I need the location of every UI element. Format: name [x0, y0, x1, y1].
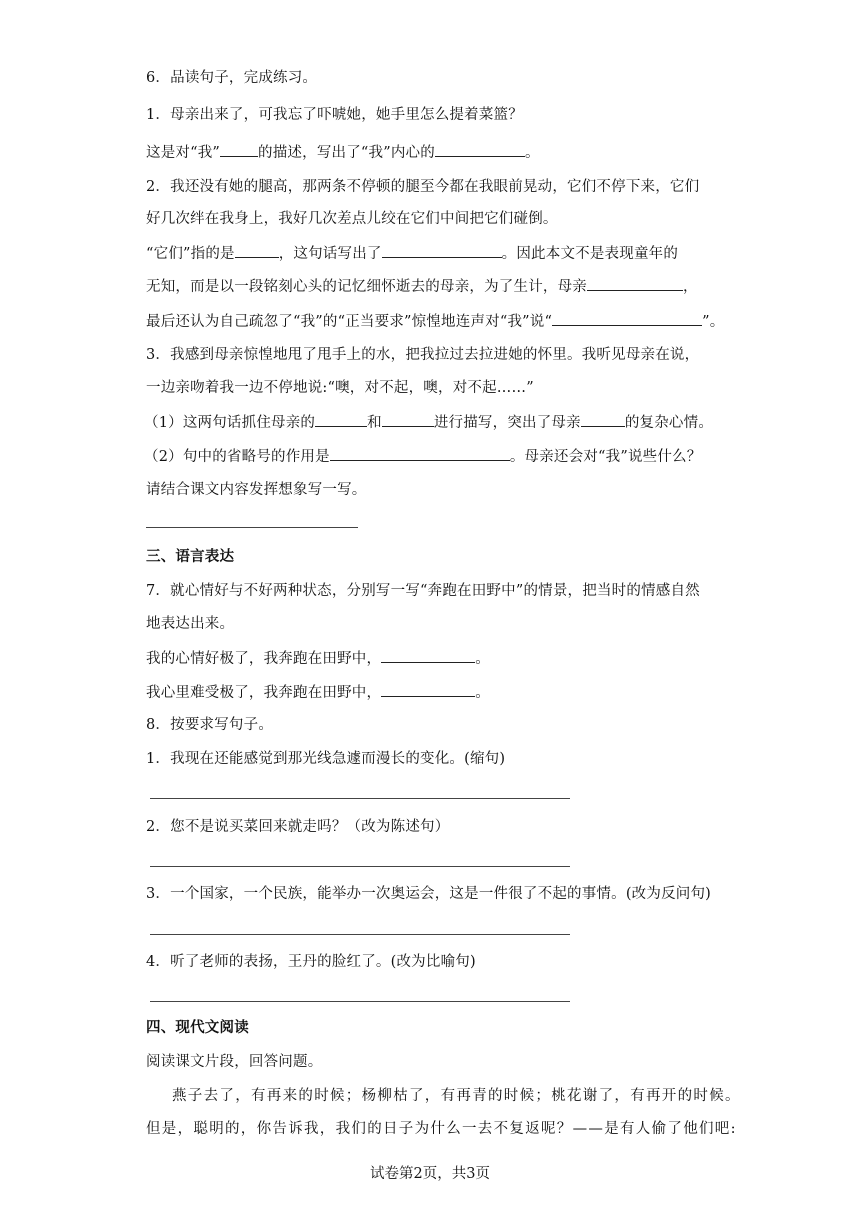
q6-sentence-3-line2: 一边亲吻着我一边不停地说:“噢，对不起，噢，对不起……”	[146, 380, 534, 396]
q6-3-1-text-d: 的复杂心情。	[624, 415, 714, 431]
answer-line[interactable]	[150, 866, 570, 867]
q8-item-3: 3．一个国家，一个民族，能举办一次奥运会，这是一件很了不起的事情。(改为反问句)	[146, 886, 712, 902]
question-7-line2: 地表达出来。	[146, 616, 235, 632]
section-4-heading: 四、现代文阅读	[146, 1020, 249, 1036]
answer-blank[interactable]	[581, 412, 625, 427]
q6-3-question-2	[144, 446, 701, 467]
q6-sentence-1: 1．母亲出来了，可我忘了吓唬她，她手里怎么提着菜篮？	[146, 107, 523, 123]
q6-2-text-b: ，这句话写出了	[278, 246, 382, 262]
q6-3-1-text-c: 进行描写，突出了母亲	[433, 415, 581, 431]
answer-blank[interactable]	[315, 412, 367, 427]
q7-bad-mood	[146, 682, 490, 703]
q6-sentence-2-line1: 2．我还没有她的腿高，那两条不停顿的腿至今都在我眼前晃动，它们不停下来，它们	[146, 179, 700, 195]
q6-1-text-a: 这是对“我”	[146, 145, 221, 161]
q6-sentence-3-line1: 3．我感到母亲惊惶地甩了甩手上的水，把我拉过去拉进她的怀里。我听见母亲在说，	[146, 347, 700, 363]
answer-blank[interactable]	[382, 412, 434, 427]
reading-passage-line1: 燕子去了，有再来的时候；杨柳枯了，有再青的时候；桃花谢了，有再开的时候。	[172, 1088, 741, 1104]
answer-blank[interactable]	[552, 311, 702, 326]
q6-2-text-f: 最后还认为自己疏忽了“我”的“正当要求”惊惶地连声对“我”说“	[146, 314, 553, 330]
answer-blank[interactable]	[220, 142, 258, 157]
reading-passage-line2: 但是，聪明的，你告诉我，我们的日子为什么一去不复返呢？——是有人偷了他们吧:	[146, 1121, 737, 1137]
answer-blank[interactable]	[235, 243, 279, 258]
q7-good-end: 。	[475, 651, 490, 667]
answer-line[interactable]	[150, 1001, 570, 1002]
q6-3-1-text-b: 和	[367, 415, 382, 431]
q6-2-text-a: “它们”指的是	[146, 246, 235, 262]
q6-3-2-text-a: （2）句中的省略号的作用是	[144, 449, 330, 465]
q8-item-4: 4．听了老师的表扬，王丹的脸红了。(改为比喻句)	[146, 954, 476, 970]
q7-bad-text: 我心里难受极了，我奔跑在田野中，	[146, 685, 382, 701]
q6-3-question-1	[144, 412, 713, 433]
q6-2-question-line1	[146, 243, 678, 264]
q6-2-question-line2	[146, 276, 698, 297]
answer-blank[interactable]	[435, 142, 525, 157]
q6-2-text-d: 无知，而是以一段铭刻心头的记忆细怀逝去的母亲，为了生计，母亲	[146, 279, 587, 295]
q6-2-text-g: ”。	[702, 314, 725, 330]
page-footer: 试卷第2页，共3页	[370, 1166, 490, 1182]
q6-3-2-text-b: 。母亲还会对“我”说些什么？	[509, 449, 702, 465]
q6-1-text-b: 的描述，写出了“我”内心的	[258, 145, 435, 161]
q8-item-2: 2．您不是说买菜回来就走吗？（改为陈述句）	[146, 819, 450, 835]
answer-blank[interactable]	[330, 446, 510, 461]
q6-2-question-line3	[146, 311, 724, 332]
q7-good-text: 我的心情好极了，我奔跑在田野中，	[146, 651, 382, 667]
answer-blank[interactable]	[587, 276, 683, 291]
answer-line[interactable]	[150, 934, 570, 935]
answer-line[interactable]	[146, 527, 358, 528]
section-3-heading: 三、语言表达	[146, 549, 235, 565]
answer-line[interactable]	[150, 798, 570, 799]
question-8-title: 8．按要求写句子。	[146, 717, 274, 733]
q7-good-mood	[146, 648, 490, 669]
answer-blank[interactable]	[381, 682, 475, 697]
reading-intro: 阅读课文片段，回答问题。	[146, 1054, 323, 1070]
q7-bad-end: 。	[475, 685, 490, 701]
q6-2-text-e: ，	[683, 279, 698, 295]
q6-1-question	[146, 142, 540, 163]
q6-sentence-2-line2: 好几次绊在我身上，我好几次差点儿绞在它们中间把它们碰倒。	[146, 211, 558, 227]
q6-1-text-c: 。	[524, 145, 540, 161]
question-7-line1: 7．就心情好与不好两种状态，分别写一写“奔跑在田野中”的情景，把当时的情感自然	[146, 583, 700, 599]
q6-2-text-c: 。因此本文不是表现童年的	[501, 246, 679, 262]
q6-3-1-text-a: （1）这两句话抓住母亲的	[144, 415, 316, 431]
q8-item-1: 1．我现在还能感觉到那光线急遽而漫长的变化。(缩句)	[146, 751, 506, 767]
q6-3-question-2-line2: 请结合课文内容发挥想象写一写。	[146, 482, 367, 498]
question-6-title: 6．品读句子，完成练习。	[146, 70, 318, 86]
answer-blank[interactable]	[382, 243, 502, 258]
answer-blank[interactable]	[381, 648, 475, 663]
